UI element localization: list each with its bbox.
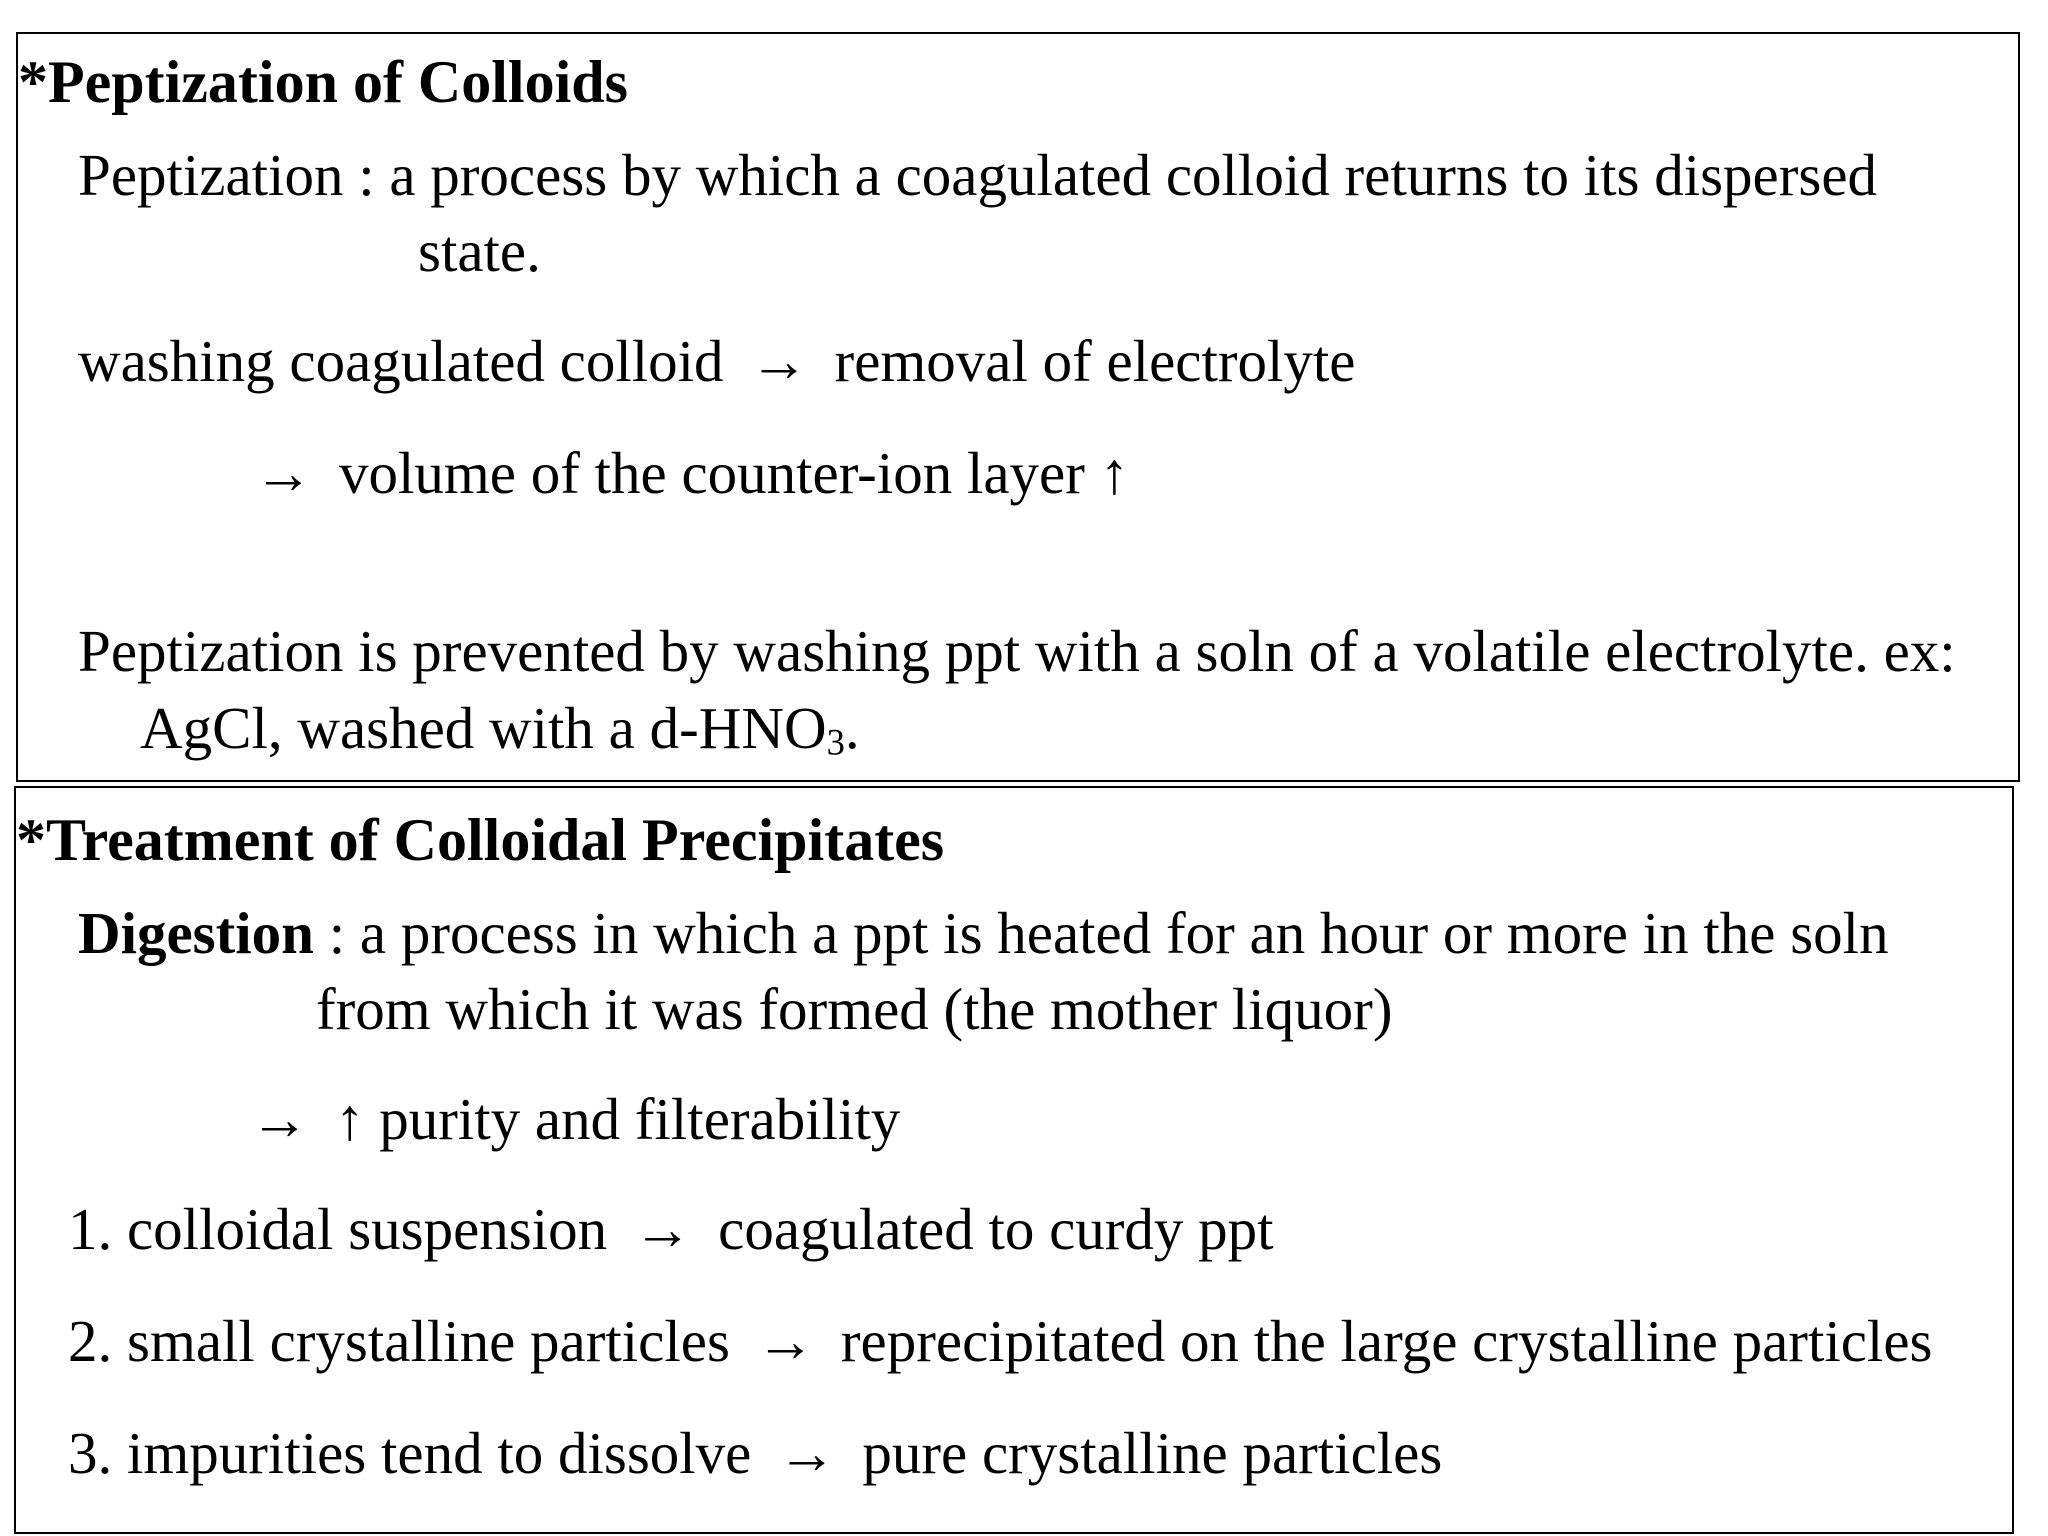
- right-arrow-icon: →: [755, 1308, 815, 1374]
- volume-line: [254, 440, 1130, 506]
- right-arrow-icon: →: [254, 440, 313, 506]
- digestion-definition: : a process in which a ppt is heated for an hour or more in the soln: [314, 900, 1889, 966]
- list-item: [68, 1308, 1933, 1374]
- peptization-definition-line1: Peptization : a process by which a coagulated colloid returns to its dispersed: [78, 142, 1878, 208]
- digestion-line1: [78, 900, 1889, 966]
- digestion-result-text: ↑ purity and filterability: [335, 1086, 901, 1152]
- list-item: [68, 1420, 1443, 1486]
- peptization-title: *Peptization of Colloids: [18, 49, 628, 115]
- item-right-text: reprecipitated on the large crystalline particles: [840, 1308, 1933, 1374]
- washing-right-text: removal of electrolyte: [834, 328, 1356, 394]
- prevent-line2-suffix: .: [844, 695, 860, 761]
- right-arrow-icon: →: [250, 1086, 309, 1152]
- item-left-text: 2. small crystalline particles: [68, 1308, 730, 1374]
- digestion-result-line: [250, 1086, 901, 1152]
- item-right-text: pure crystalline particles: [862, 1420, 1443, 1486]
- digestion-line2: from which it was formed (the mother liquor): [316, 976, 1393, 1042]
- subscript-three: 3: [826, 721, 845, 763]
- treatment-title: *Treatment of Colloidal Precipitates: [16, 807, 945, 873]
- washing-line: [78, 328, 1356, 394]
- right-arrow-icon: →: [777, 1420, 837, 1486]
- item-left-text: 3. impurities tend to dissolve: [68, 1420, 752, 1486]
- treatment-box: [14, 786, 2014, 1534]
- washing-left-text: washing coagulated colloid: [78, 328, 724, 394]
- right-arrow-icon: →: [633, 1196, 693, 1262]
- item-right-text: coagulated to curdy ppt: [718, 1196, 1274, 1262]
- prevent-line1: Peptization is prevented by washing ppt with a soln of a volatile electrolyte. ex:: [78, 618, 1956, 684]
- volume-text: volume of the counter-ion layer ↑: [339, 440, 1130, 506]
- peptization-box: [16, 32, 2020, 782]
- item-left-text: 1. colloidal suspension: [68, 1196, 608, 1262]
- right-arrow-icon: →: [749, 328, 809, 394]
- digestion-term: Digestion: [78, 900, 314, 966]
- prevent-line2: [140, 695, 860, 763]
- peptization-definition-line2: state.: [418, 218, 541, 284]
- list-item: [68, 1196, 1274, 1262]
- prevent-line2-prefix: AgCl, washed with a d-HNO: [140, 695, 827, 761]
